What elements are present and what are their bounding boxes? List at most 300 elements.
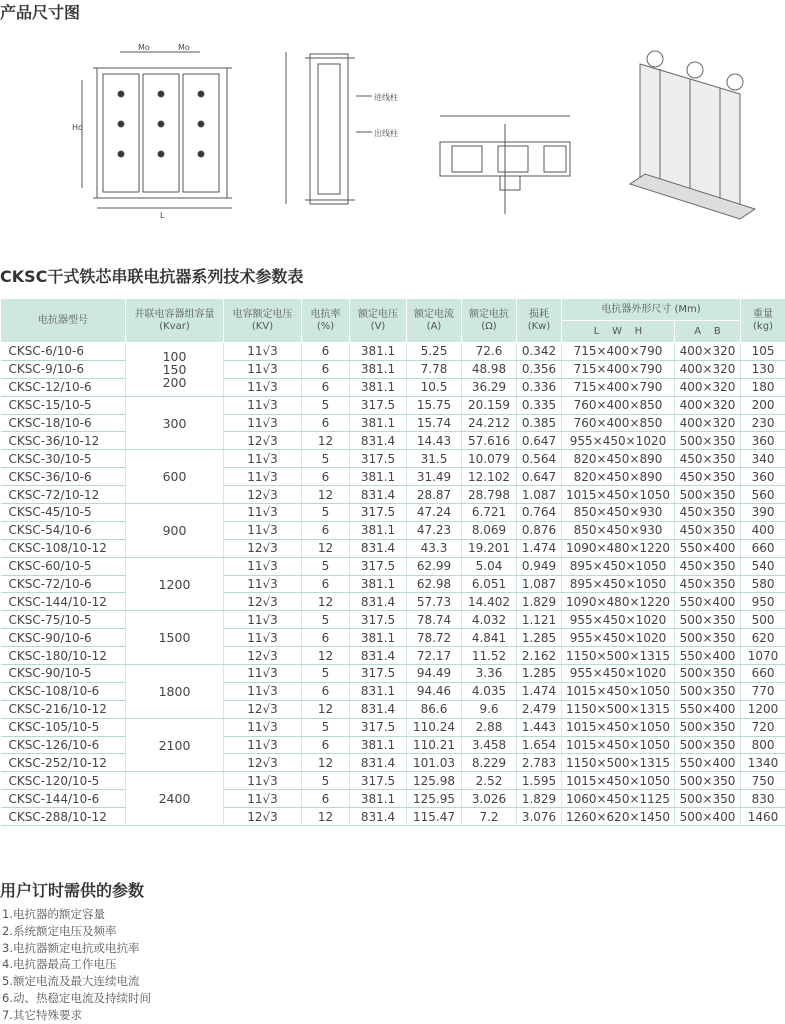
- table-cell: 48.98: [462, 360, 517, 378]
- table-row: [1, 700, 785, 718]
- table-cell: 12√3: [224, 700, 302, 718]
- header-voltage: 电容额定电压 (KV): [224, 299, 302, 343]
- table-cell: 390: [741, 504, 785, 522]
- table-cell: 1.121: [517, 611, 562, 629]
- table-cell: 72.6: [462, 343, 517, 361]
- table-cell: CKSC-180/10-12: [1, 647, 126, 665]
- table-row: [1, 396, 785, 414]
- table-cell: 955×450×1020: [562, 611, 675, 629]
- table-cell: 11√3: [224, 665, 302, 683]
- table-cell: 11.52: [462, 647, 517, 665]
- table-cell: 94.49: [407, 665, 462, 683]
- table-row: [1, 468, 785, 486]
- section-title-order-params: 用户订时需供的参数: [0, 881, 145, 900]
- table-row: [1, 754, 785, 772]
- table-cell: 580: [741, 575, 785, 593]
- table-cell: 5: [302, 718, 350, 736]
- table-cell: 340: [741, 450, 785, 468]
- header-model: 电抗器型号: [1, 299, 126, 343]
- table-cell: 381.1: [350, 629, 407, 647]
- front-view-drawing: [82, 52, 232, 208]
- table-cell: 550×400: [675, 700, 741, 718]
- table-cell: 1150×500×1315: [562, 700, 675, 718]
- table-cell: 12√3: [224, 432, 302, 450]
- capacity-cell: 2400: [126, 772, 224, 826]
- table-cell: CKSC-36/10-12: [1, 432, 126, 450]
- table-cell: CKSC-30/10-5: [1, 450, 126, 468]
- table-cell: 0.336: [517, 378, 562, 396]
- table-cell: 6: [302, 790, 350, 808]
- table-cell: 1015×450×1050: [562, 718, 675, 736]
- table-cell: 78.72: [407, 629, 462, 647]
- table-cell: 6: [302, 575, 350, 593]
- table-cell: 36.29: [462, 378, 517, 396]
- ho-label: Ho: [72, 123, 83, 132]
- header-dimensions: 电抗器外形尺寸 (Mm): [562, 299, 741, 321]
- table-cell: 125.98: [407, 772, 462, 790]
- table-cell: 5: [302, 450, 350, 468]
- table-cell: 715×400×790: [562, 343, 675, 361]
- table-cell: 12√3: [224, 647, 302, 665]
- table-cell: 560: [741, 486, 785, 504]
- table-cell: 317.5: [350, 504, 407, 522]
- table-cell: 400×320: [675, 378, 741, 396]
- table-cell: 12√3: [224, 539, 302, 557]
- table-cell: 831.4: [350, 432, 407, 450]
- table-cell: 6: [302, 736, 350, 754]
- table-cell: 0.385: [517, 414, 562, 432]
- table-cell: 500: [741, 611, 785, 629]
- table-cell: 5: [302, 396, 350, 414]
- table-cell: 6: [302, 414, 350, 432]
- table-cell: 1.474: [517, 682, 562, 700]
- table-cell: CKSC-90/10-5: [1, 665, 126, 683]
- table-cell: 500×350: [675, 790, 741, 808]
- list-item: 4.电抗器最高工作电压: [2, 957, 117, 972]
- list-item: 5.额定电流及最大连续电流: [2, 974, 140, 989]
- table-cell: 8.229: [462, 754, 517, 772]
- capacity-cell: 600: [126, 450, 224, 504]
- table-cell: 660: [741, 665, 785, 683]
- table-cell: 5: [302, 557, 350, 575]
- table-cell: 6: [302, 378, 350, 396]
- header-rated-current: 额定电流 (A): [407, 299, 462, 343]
- table-cell: 1150×500×1315: [562, 647, 675, 665]
- table-cell: 12: [302, 808, 350, 826]
- list-item: 1.电抗器的额定容量: [2, 907, 105, 921]
- table-cell: 62.98: [407, 575, 462, 593]
- table-row: [1, 557, 785, 575]
- table-row: [1, 360, 785, 378]
- table-cell: CKSC-9/10-6: [1, 360, 126, 378]
- table-cell: 381.1: [350, 790, 407, 808]
- table-cell: 317.5: [350, 718, 407, 736]
- table-cell: 11√3: [224, 504, 302, 522]
- table-cell: 9.6: [462, 700, 517, 718]
- table-cell: 3.076: [517, 808, 562, 826]
- mo2-label: Mo: [178, 43, 190, 52]
- table-cell: 0.647: [517, 432, 562, 450]
- table-cell: 1260×620×1450: [562, 808, 675, 826]
- table-cell: 8.069: [462, 521, 517, 539]
- capacity-cell: 1800: [126, 665, 224, 719]
- table-cell: 0.876: [517, 521, 562, 539]
- table-cell: 12: [302, 539, 350, 557]
- table-cell: 1015×450×1050: [562, 736, 675, 754]
- table-row: [1, 647, 785, 665]
- table-cell: 2.88: [462, 718, 517, 736]
- table-cell: CKSC-12/10-6: [1, 378, 126, 396]
- table-cell: 130: [741, 360, 785, 378]
- header-weight: 重量 (kg): [741, 299, 785, 343]
- table-cell: CKSC-144/10-12: [1, 593, 126, 611]
- table-cell: 11√3: [224, 629, 302, 647]
- dimension-drawings: [0, 24, 785, 224]
- table-row: [1, 414, 785, 432]
- table-cell: CKSC-60/10-5: [1, 557, 126, 575]
- table-cell: 3.026: [462, 790, 517, 808]
- table-cell: 500×350: [675, 432, 741, 450]
- table-cell: 317.5: [350, 772, 407, 790]
- table-cell: 10.5: [407, 378, 462, 396]
- table-cell: 831.4: [350, 486, 407, 504]
- capacity-cell: 1500: [126, 611, 224, 665]
- table-cell: 720: [741, 718, 785, 736]
- table-cell: 400×320: [675, 414, 741, 432]
- table-cell: 0.949: [517, 557, 562, 575]
- table-cell: 1.474: [517, 539, 562, 557]
- table-cell: 360: [741, 432, 785, 450]
- table-cell: 500×400: [675, 808, 741, 826]
- table-cell: 125.95: [407, 790, 462, 808]
- table-cell: 317.5: [350, 611, 407, 629]
- table-cell: 450×350: [675, 450, 741, 468]
- table-cell: 820×450×890: [562, 468, 675, 486]
- table-cell: 0.335: [517, 396, 562, 414]
- table-row: [1, 790, 785, 808]
- table-cell: CKSC-45/10-5: [1, 504, 126, 522]
- table-cell: 831.4: [350, 700, 407, 718]
- table-cell: 2.162: [517, 647, 562, 665]
- table-cell: 28.798: [462, 486, 517, 504]
- table-cell: 20.159: [462, 396, 517, 414]
- table-cell: 1015×450×1050: [562, 682, 675, 700]
- table-cell: 620: [741, 629, 785, 647]
- table-cell: 715×400×790: [562, 360, 675, 378]
- table-cell: 3.36: [462, 665, 517, 683]
- table-cell: 101.03: [407, 754, 462, 772]
- table-cell: 12.102: [462, 468, 517, 486]
- table-cell: 550×400: [675, 647, 741, 665]
- table-row: [1, 432, 785, 450]
- table-cell: 760×400×850: [562, 414, 675, 432]
- capacity-cell: 2100: [126, 718, 224, 772]
- order-params-list: [2, 906, 151, 1024]
- table-cell: 950: [741, 593, 785, 611]
- table-cell: 1070: [741, 647, 785, 665]
- table-cell: 381.1: [350, 360, 407, 378]
- table-cell: 11√3: [224, 378, 302, 396]
- table-cell: 550×400: [675, 539, 741, 557]
- table-cell: 500×350: [675, 665, 741, 683]
- table-cell: 43.3: [407, 539, 462, 557]
- table-cell: 11√3: [224, 450, 302, 468]
- table-row: [1, 629, 785, 647]
- table-cell: 6.051: [462, 575, 517, 593]
- table-cell: 110.21: [407, 736, 462, 754]
- table-cell: 11√3: [224, 772, 302, 790]
- table-cell: 11√3: [224, 575, 302, 593]
- header-ab: A B: [675, 321, 741, 343]
- table-row: [1, 808, 785, 826]
- capacity-cell: 100 150 200: [126, 343, 224, 397]
- table-cell: 6.721: [462, 504, 517, 522]
- mo1-label: Mo: [138, 43, 150, 52]
- section-title-spec-table: CKSC干式铁芯串联电抗器系列技术参数表: [0, 267, 304, 286]
- table-cell: 0.647: [517, 468, 562, 486]
- table-cell: 15.75: [407, 396, 462, 414]
- table-row: [1, 486, 785, 504]
- table-cell: 500×350: [675, 629, 741, 647]
- table-cell: 3.458: [462, 736, 517, 754]
- table-cell: 317.5: [350, 450, 407, 468]
- table-cell: 28.87: [407, 486, 462, 504]
- side-view-drawing: [286, 52, 372, 204]
- table-cell: CKSC-120/10-5: [1, 772, 126, 790]
- table-cell: 6: [302, 521, 350, 539]
- capacity-cell: 1200: [126, 557, 224, 611]
- table-cell: CKSC-72/10-12: [1, 486, 126, 504]
- list-item: 6.动、热稳定电流及持续时间: [2, 990, 151, 1005]
- table-cell: 1090×480×1220: [562, 539, 675, 557]
- table-cell: 770: [741, 682, 785, 700]
- table-cell: 94.46: [407, 682, 462, 700]
- header-lwh: L W H: [562, 321, 675, 343]
- table-cell: 230: [741, 414, 785, 432]
- table-cell: 24.212: [462, 414, 517, 432]
- table-cell: 15.74: [407, 414, 462, 432]
- table-cell: 760×400×850: [562, 396, 675, 414]
- table-cell: 715×400×790: [562, 378, 675, 396]
- table-cell: 381.1: [350, 378, 407, 396]
- table-cell: CKSC-6/10-6: [1, 343, 126, 361]
- table-cell: 955×450×1020: [562, 629, 675, 647]
- isometric-view-drawing: [630, 51, 755, 219]
- table-cell: 11√3: [224, 468, 302, 486]
- table-cell: 11√3: [224, 360, 302, 378]
- table-row: [1, 575, 785, 593]
- table-cell: 5: [302, 504, 350, 522]
- table-cell: 1150×500×1315: [562, 754, 675, 772]
- table-row: [1, 521, 785, 539]
- table-cell: 19.201: [462, 539, 517, 557]
- table-cell: 820×450×890: [562, 450, 675, 468]
- table-row: [1, 539, 785, 557]
- table-cell: 381.1: [350, 343, 407, 361]
- table-cell: 400×320: [675, 396, 741, 414]
- table-cell: 1460: [741, 808, 785, 826]
- table-cell: 12: [302, 754, 350, 772]
- table-cell: 7.2: [462, 808, 517, 826]
- section-title-size-drawing: 产品尺寸图: [0, 3, 81, 22]
- table-cell: 11√3: [224, 396, 302, 414]
- table-cell: 895×450×1050: [562, 557, 675, 575]
- table-cell: 660: [741, 539, 785, 557]
- table-cell: CKSC-105/10-5: [1, 718, 126, 736]
- table-cell: 11√3: [224, 736, 302, 754]
- table-cell: 6: [302, 360, 350, 378]
- list-item: 2.系统额定电压及频率: [2, 923, 117, 938]
- spec-table: [0, 298, 785, 826]
- table-cell: 1.285: [517, 665, 562, 683]
- capacity-cell: 300: [126, 396, 224, 450]
- table-cell: 317.5: [350, 396, 407, 414]
- table-cell: 115.47: [407, 808, 462, 826]
- table-cell: 831.1: [350, 682, 407, 700]
- table-cell: 47.23: [407, 521, 462, 539]
- table-cell: 72.17: [407, 647, 462, 665]
- table-cell: 450×350: [675, 468, 741, 486]
- table-cell: 12: [302, 593, 350, 611]
- table-cell: CKSC-90/10-6: [1, 629, 126, 647]
- capacity-cell: 900: [126, 504, 224, 558]
- table-row: [1, 593, 785, 611]
- table-cell: 1.087: [517, 575, 562, 593]
- table-cell: 830: [741, 790, 785, 808]
- table-cell: 400×320: [675, 343, 741, 361]
- table-cell: 2.783: [517, 754, 562, 772]
- table-cell: 200: [741, 396, 785, 414]
- table-cell: 831.4: [350, 539, 407, 557]
- table-cell: 5: [302, 772, 350, 790]
- table-cell: 4.841: [462, 629, 517, 647]
- table-cell: 500×350: [675, 486, 741, 504]
- table-cell: 11√3: [224, 521, 302, 539]
- table-cell: 12: [302, 486, 350, 504]
- table-cell: 7.78: [407, 360, 462, 378]
- table-cell: CKSC-126/10-6: [1, 736, 126, 754]
- table-row: [1, 718, 785, 736]
- table-cell: 12: [302, 700, 350, 718]
- header-loss: 损耗 (Kw): [517, 299, 562, 343]
- table-cell: 450×350: [675, 521, 741, 539]
- table-cell: 78.74: [407, 611, 462, 629]
- table-cell: CKSC-144/10-6: [1, 790, 126, 808]
- table-cell: CKSC-36/10-6: [1, 468, 126, 486]
- table-cell: 1.829: [517, 790, 562, 808]
- table-cell: CKSC-54/10-6: [1, 521, 126, 539]
- table-cell: 1.443: [517, 718, 562, 736]
- table-cell: 500×350: [675, 718, 741, 736]
- table-row: [1, 772, 785, 790]
- table-cell: 381.1: [350, 575, 407, 593]
- table-cell: 11√3: [224, 343, 302, 361]
- table-cell: 12√3: [224, 808, 302, 826]
- header-reactance: 额定电抗 (Ω): [462, 299, 517, 343]
- table-cell: 1060×450×1125: [562, 790, 675, 808]
- table-cell: 1.829: [517, 593, 562, 611]
- table-cell: 11√3: [224, 718, 302, 736]
- table-cell: 400: [741, 521, 785, 539]
- table-cell: 47.24: [407, 504, 462, 522]
- table-cell: 14.402: [462, 593, 517, 611]
- list-item: 3.电抗器额定电抗或电抗率: [2, 940, 140, 955]
- table-row: [1, 378, 785, 396]
- table-cell: 381.1: [350, 736, 407, 754]
- table-cell: 381.1: [350, 414, 407, 432]
- table-cell: 540: [741, 557, 785, 575]
- table-cell: CKSC-108/10-12: [1, 539, 126, 557]
- table-cell: 110.24: [407, 718, 462, 736]
- table-cell: 450×350: [675, 504, 741, 522]
- in-post-label: 进线柱: [374, 93, 398, 102]
- table-cell: 5: [302, 611, 350, 629]
- table-row: [1, 504, 785, 522]
- table-cell: 180: [741, 378, 785, 396]
- table-row: [1, 343, 785, 361]
- table-cell: 12√3: [224, 754, 302, 772]
- table-cell: CKSC-108/10-6: [1, 682, 126, 700]
- table-cell: 400×320: [675, 360, 741, 378]
- table-cell: 5.04: [462, 557, 517, 575]
- table-cell: 800: [741, 736, 785, 754]
- table-cell: 317.5: [350, 665, 407, 683]
- table-cell: 11√3: [224, 557, 302, 575]
- table-cell: CKSC-288/10-12: [1, 808, 126, 826]
- table-cell: 1090×480×1220: [562, 593, 675, 611]
- table-cell: 381.1: [350, 521, 407, 539]
- table-cell: CKSC-75/10-5: [1, 611, 126, 629]
- table-cell: 831.4: [350, 808, 407, 826]
- table-cell: 1015×450×1050: [562, 772, 675, 790]
- table-cell: 12: [302, 432, 350, 450]
- table-cell: 5.25: [407, 343, 462, 361]
- table-cell: 10.079: [462, 450, 517, 468]
- table-cell: 0.764: [517, 504, 562, 522]
- table-cell: 1.595: [517, 772, 562, 790]
- table-cell: 2.479: [517, 700, 562, 718]
- table-cell: 317.5: [350, 557, 407, 575]
- table-cell: 500×350: [675, 736, 741, 754]
- table-cell: 1.285: [517, 629, 562, 647]
- table-cell: 11√3: [224, 790, 302, 808]
- list-item: 7.其它特殊要求: [2, 1007, 82, 1022]
- table-cell: 955×450×1020: [562, 665, 675, 683]
- table-cell: 57.616: [462, 432, 517, 450]
- table-cell: 31.5: [407, 450, 462, 468]
- table-cell: 850×450×930: [562, 521, 675, 539]
- table-cell: 360: [741, 468, 785, 486]
- table-cell: 500×350: [675, 682, 741, 700]
- table-row: [1, 611, 785, 629]
- table-cell: 1.654: [517, 736, 562, 754]
- table-cell: 450×350: [675, 557, 741, 575]
- table-cell: CKSC-216/10-12: [1, 700, 126, 718]
- header-ratio: 电抗率 (%): [302, 299, 350, 343]
- table-cell: 5: [302, 665, 350, 683]
- table-cell: 14.43: [407, 432, 462, 450]
- table-cell: 550×400: [675, 754, 741, 772]
- table-cell: 2.52: [462, 772, 517, 790]
- table-cell: 4.035: [462, 682, 517, 700]
- table-cell: 955×450×1020: [562, 432, 675, 450]
- table-cell: 895×450×1050: [562, 575, 675, 593]
- table-cell: 831.4: [350, 754, 407, 772]
- table-cell: 57.73: [407, 593, 462, 611]
- table-cell: 0.564: [517, 450, 562, 468]
- table-cell: 1200: [741, 700, 785, 718]
- l-label: L: [160, 211, 165, 220]
